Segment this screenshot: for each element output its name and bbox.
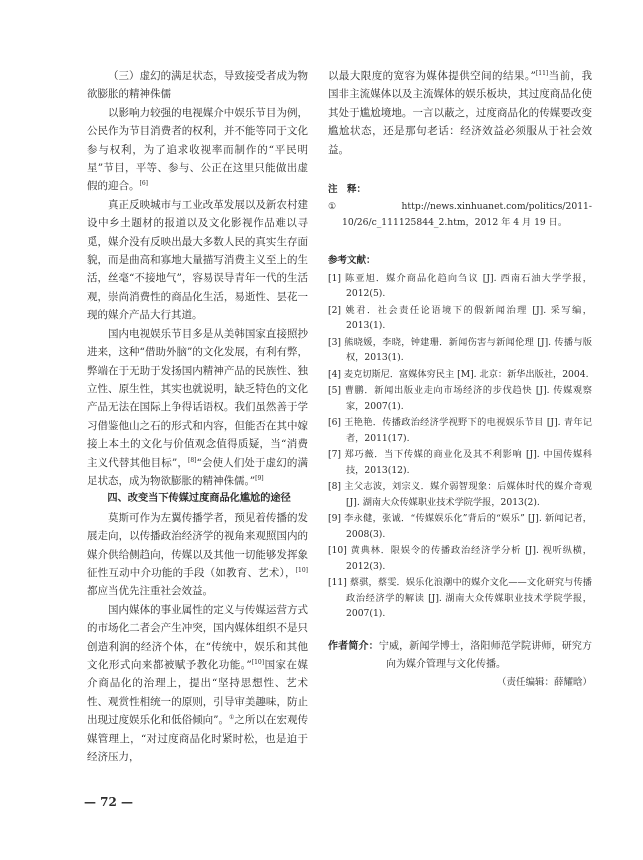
paragraph-text: 以影响力较强的电视媒介中娱乐节目为例，公民作为节目消费者的权利，并不能等同于文化参与权利，为了追求收视率而制作的“平民明星”节目，平等、参与、公正在这里只能做出虚假的迎合。 bbox=[87, 106, 308, 193]
paragraph-text: 国内媒体的事业属性的定义与传媒运营方式的市场化二者会产生冲突，国内媒体组织不是只创造利润的经济个体，在“传统中，娱乐和其他文化形式向来都被赋予教化功能。” bbox=[87, 603, 308, 671]
citation: [10] bbox=[295, 566, 308, 574]
paragraph bbox=[87, 104, 308, 196]
author-text: 宁威，新闻学博士，洛阳师范学院讲师，研究方向为媒介管理与文化传播。 bbox=[378, 640, 593, 670]
page-number: — 72 — bbox=[84, 795, 134, 809]
paragraph-text: 国内电视娱乐节目多是从美韩国家直接照抄进来，这种“借助外脑”的文化发展，有利有弊，弊端在于无助于发扬国内精神产品的民族性、独立性、原生性，其实也就说明，缺乏特色的文化产品无法在国际上争得话语权。我们虽然善于学习借鉴他山之石的形式和内容，但能否在其中嫁接上本土的文化与价值观念值得质疑，当“消费主义代替其他目标”， bbox=[87, 327, 308, 469]
paragraph-text: 莫斯可作为左翼传播学者，预见着传播的发展走向，以传播政治经济学的视角来观照国内的媒介供给侧趋向，传媒以及其他一切能够发挥象征性互动中介功能的手段（如教育、艺术）， bbox=[87, 511, 308, 579]
right-column bbox=[328, 67, 592, 692]
paragraph bbox=[87, 325, 308, 491]
reference-item: [11] 蔡骐，蔡雯．娱乐化浪潮中的媒介文化——文化研究与传播政治经济学的解读 [J]. 湖南大众传媒职业技术学院学报，2007(1). bbox=[328, 577, 592, 620]
citation: [9] bbox=[255, 474, 264, 482]
reference-item: [8] 主父志波，刘宗义．媒介弱智现象：后媒体时代的媒介奇观 [J]. 湖南大众传媒职业技术学院学报，2013(2). bbox=[328, 481, 592, 508]
reference-item: [10] 黄典林．限娱令的传播政治经济学分析 [J]. 视听纵横，2012(3). bbox=[328, 545, 592, 572]
citation: [6] bbox=[139, 180, 148, 188]
citation: [10] bbox=[251, 659, 265, 666]
citation: [8] bbox=[188, 456, 197, 464]
paragraph-text: 国家在媒介商品化的治理上，提出“坚持思想性、艺术性、观赏性相统一的原则，引导审美趣味，防止出现过度娱乐化和低俗倾向”。 bbox=[87, 659, 308, 727]
citation: [11] bbox=[535, 70, 549, 77]
reference-item: [5] 曹鹏．新闻出版业走向市场经济的步伐趋快 [J]. 传媒观察家，2007(1). bbox=[328, 385, 592, 412]
references-label: 参考文献： bbox=[328, 255, 376, 267]
paragraph bbox=[328, 67, 592, 159]
reference-item: [9] 李永健，张诚．“传媒娱乐化”背后的“娱乐” [J]. 新闻记者，2008(3). bbox=[328, 513, 592, 540]
reference-item: [3] 熊晓媛，李晓，钟建珊．新闻伤害与新闻伦理 [J]. 传播与版权，2013(1). bbox=[328, 336, 592, 364]
paragraph-text: 之所以在宏观传媒管理上，“对过度商品化时紧时松，也是迫于经济压力， bbox=[87, 714, 308, 764]
paragraph-text: 当前，我国非主流媒体以及主流媒体的娱乐板块，其过度商品化使其处于尴尬境地。一言以蔽之，过度商品化的传媒要改变尴尬状态，还是那句老话：经济效益必须服从于社会效益。 bbox=[328, 70, 592, 156]
left-column bbox=[87, 67, 308, 766]
reference-item: [1] 陈亚旭．媒介商品化趋向刍议 [J]. 西南石油大学学报，2012(5). bbox=[328, 272, 592, 300]
reference-list bbox=[328, 271, 592, 622]
section-3-heading: （三）虚幻的满足状态，导致接受者成为物欲膨胀的精神侏儒 bbox=[87, 70, 308, 101]
author-bio bbox=[328, 638, 592, 674]
section-4-heading: 四、改变当下传媒过度商品化尴尬的途径 bbox=[107, 493, 291, 505]
paragraph: 真正反映城市与工业改革发展以及新农村建设中乡土题材的报道以及文化影视作品难以寻觅，媒介没有反映出最大多数人民的真实生存面貌，而是曲高和寡地大量描写消费主义至上的生活，丝毫“不接地气”，容易误导青年一代的生活观，崇尚消费性的商品化生活，易逝性、昙花一现的媒介产品大行其道。 bbox=[87, 198, 308, 322]
paragraph-text: “会使人们处于虚幻的满足状态，成为物欲膨胀的精神侏儒。” bbox=[87, 456, 308, 487]
paragraph-text: 都应当优先注重社会效益。 bbox=[87, 585, 213, 598]
paragraph bbox=[87, 601, 308, 767]
footnote-marker: ① bbox=[229, 714, 235, 722]
notes-label: 注 释： bbox=[328, 184, 367, 196]
reference-item: [7] 郑巧薇．当下传媒的商业化及其不利影响 [J]. 中国传媒科技，2013(12). bbox=[328, 449, 592, 476]
paragraph-text: 以最大限度的宽容为媒体提供空间的结果。” bbox=[328, 70, 536, 82]
reference-item: [4] 麦克切斯尼．富媒体穷民主 [M]. 北京：新华出版社，2004. bbox=[328, 368, 589, 380]
footnote-1: ① http://news.xinhuanet.com/politics/2011-10/26/c_111125844_2.htm，2012 年 4 月 19 日。 bbox=[328, 201, 592, 228]
author-label: 作者简介： bbox=[328, 640, 379, 652]
reference-item: [6] 王艳艳．传播政治经济学视野下的电视娱乐节目 [J]. 青年记者，2011(17). bbox=[328, 417, 592, 444]
editor-credit: （责任编辑：薛耀晗） bbox=[496, 676, 592, 688]
paragraph bbox=[87, 509, 308, 601]
reference-item: [2] 姚君．社会责任论语境下的假新闻治理 [J]. 采写编，2013(1). bbox=[328, 304, 592, 332]
